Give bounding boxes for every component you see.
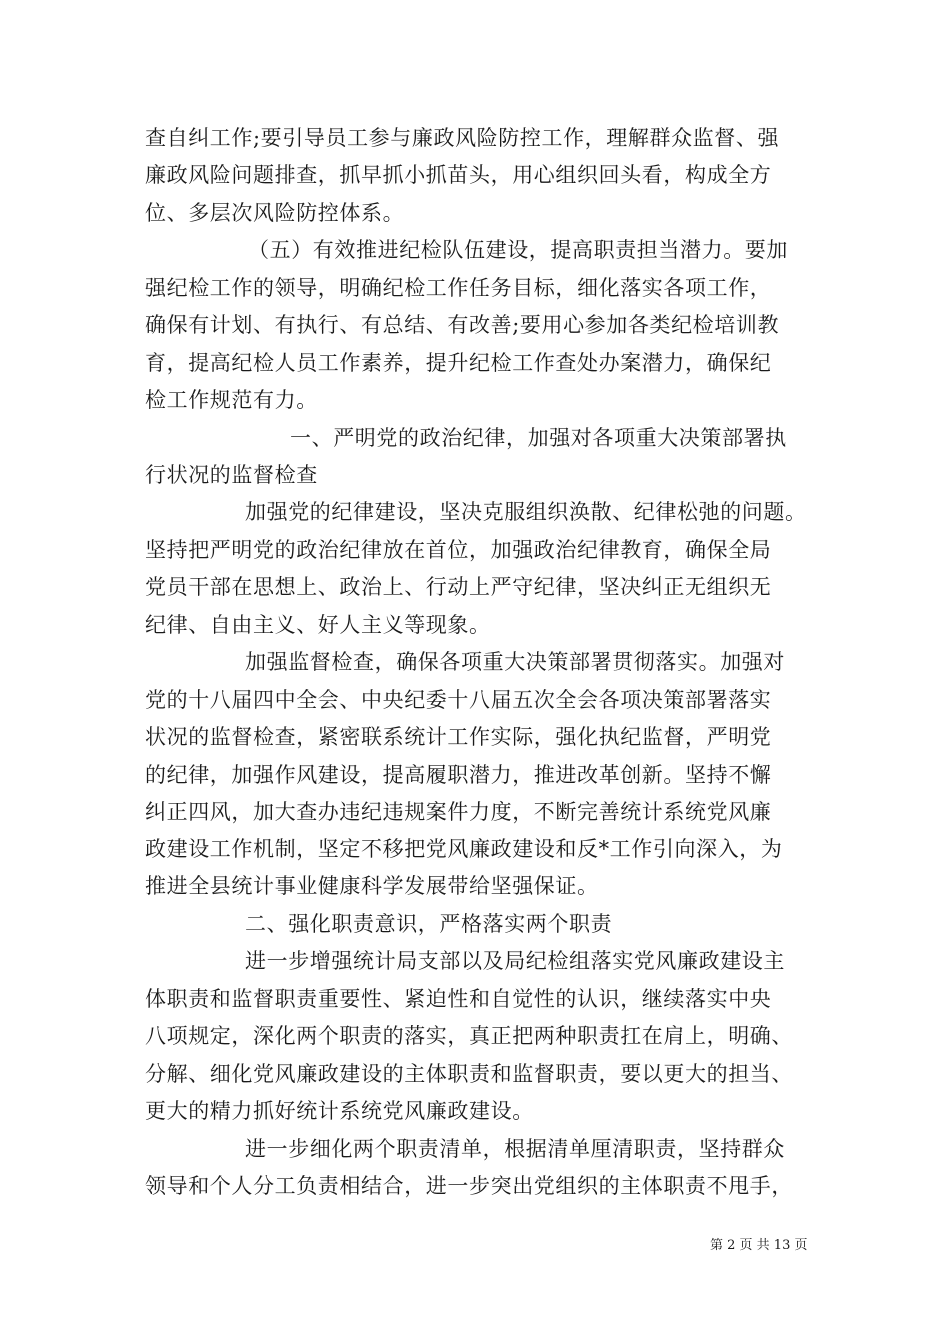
page-number: 第 2 页 共 13 页: [710, 1238, 808, 1253]
text-line: 检工作规范有力。: [145, 388, 318, 412]
text-line: 廉政风险问题排查，抓早抓小抓苗头，用心组织回头看，构成全方: [145, 163, 772, 187]
text-line: 的纪律，加强作风建设，提高履职潜力，推进改革创新。坚持不懈: [145, 763, 772, 787]
text-line: 坚持把严明党的政治纪律放在首位，加强政治纪律教育，确保全局: [145, 538, 772, 562]
text-line: 分解、细化党风廉政建设的主体职责和监督职责，要以更大的担当、: [145, 1062, 793, 1086]
section-heading: 一、严明党的政治纪律，加强对各项重大决策部署执: [290, 426, 787, 450]
text-line: 状况的监督检查，紧密联系统计工作实际，强化执纪监督，严明党: [145, 725, 772, 749]
text-line: 进一步增强统计局支部以及局纪检组落实党风廉政建设主: [245, 949, 785, 973]
text-line: 更大的精力抓好统计系统党风廉政建设。: [145, 1099, 534, 1123]
text-line: 行状况的监督检查: [145, 463, 318, 487]
text-line: 查自纠工作;要引导员工参与廉政风险防控工作，理解群众监督、强: [145, 126, 780, 150]
text-line: 党的十八届四中全会、中央纪委十八届五次全会各项决策部署落实: [145, 688, 772, 712]
text-line: 确保有计划、有执行、有总结、有改善;要用心参加各类纪检培训教: [145, 313, 780, 337]
text-line: 八项规定，深化两个职责的落实，真正把两种职责扛在肩上，明确、: [145, 1024, 793, 1048]
text-line: 加强党的纪律建设，坚决克服组织涣散、纪律松弛的问题。: [245, 500, 807, 524]
text-line: 党员干部在思想上、政治上、行动上严守纪律，坚决纠正无组织无: [145, 575, 772, 599]
text-line: 加强监督检查，确保各项重大决策部署贯彻落实。加强对: [245, 650, 785, 674]
text-line: 推进全县统计事业健康科学发展带给坚强保证。: [145, 874, 599, 898]
text-line: 进一步细化两个职责清单，根据清单厘清职责，坚持群众: [245, 1137, 785, 1161]
section-heading: 二、强化职责意识，严格落实两个职责: [245, 912, 613, 936]
text-line: 育，提高纪检人员工作素养，提升纪检工作查处办案潜力，确保纪: [145, 351, 772, 375]
text-line: 政建设工作机制，坚定不移把党风廉政建设和反*工作引向深入，为: [145, 837, 783, 861]
text-line: 纠正四风，加大查办违纪违规案件力度，不断完善统计系统党风廉: [145, 800, 772, 824]
text-line: 强纪检工作的领导，明确纪检工作任务目标，细化落实各项工作，: [145, 276, 772, 300]
text-line: 体职责和监督职责重要性、紧迫性和自觉性的认识，继续落实中央: [145, 987, 772, 1011]
text-line: 纪律、自由主义、好人主义等现象。: [145, 613, 491, 637]
text-line: 位、多层次风险防控体系。: [145, 201, 405, 225]
text-line: 领导和个人分工负责相结合，进一步突出党组织的主体职责不甩手，: [145, 1174, 793, 1198]
section-heading: （五）有效推进纪检队伍建设，提高职责担当潜力。要加: [248, 238, 788, 262]
